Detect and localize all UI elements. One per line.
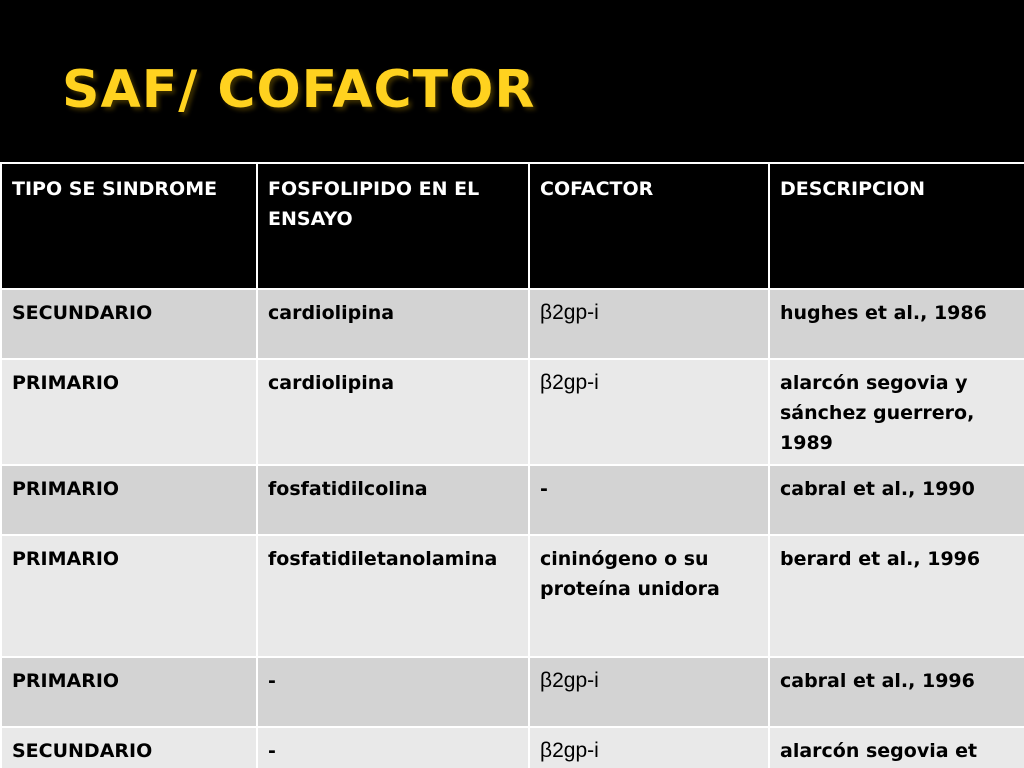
cell-tipo: SECUNDARIO	[1, 289, 257, 359]
header-tipo-sindrome: TIPO SE SINDROME	[1, 163, 257, 289]
header-fosfolipido: FOSFOLIPIDO EN EL ENSAYO	[257, 163, 529, 289]
cell-cofactor: -	[529, 465, 769, 535]
cell-fosfolipido: fosfatidilcolina	[257, 465, 529, 535]
cofactor-table	[0, 162, 1024, 768]
table-row	[1, 465, 1024, 535]
cell-tipo: PRIMARIO	[1, 359, 257, 465]
cell-tipo: PRIMARIO	[1, 465, 257, 535]
cell-descripcion: alarcón segovia et	[769, 727, 1024, 768]
table-row	[1, 657, 1024, 727]
cell-fosfolipido: -	[257, 657, 529, 727]
table-row	[1, 289, 1024, 359]
table-row	[1, 727, 1024, 768]
cell-tipo: PRIMARIO	[1, 535, 257, 657]
cell-cofactor: β2gp-i	[529, 289, 769, 359]
cell-descripcion: alarcón segovia y sánchez guerrero, 1989	[769, 359, 1024, 465]
header-cofactor: COFACTOR	[529, 163, 769, 289]
cell-descripcion: hughes et al., 1986	[769, 289, 1024, 359]
cell-fosfolipido: cardiolipina	[257, 289, 529, 359]
cell-descripcion: cabral et al., 1996	[769, 657, 1024, 727]
table-header-row	[1, 163, 1024, 289]
cell-cofactor: β2gp-i	[529, 657, 769, 727]
cell-cofactor: β2gp-i	[529, 727, 769, 768]
cell-descripcion: cabral et al., 1990	[769, 465, 1024, 535]
cell-tipo: PRIMARIO	[1, 657, 257, 727]
cell-cofactor: cininógeno o su proteína unidora	[529, 535, 769, 657]
cell-fosfolipido: cardiolipina	[257, 359, 529, 465]
slide-title: SAF/ COFACTOR	[62, 60, 536, 120]
table-container	[0, 162, 1024, 768]
table-row	[1, 535, 1024, 657]
cell-descripcion: berard et al., 1996	[769, 535, 1024, 657]
cell-tipo: SECUNDARIO	[1, 727, 257, 768]
cell-fosfolipido: fosfatidiletanolamina	[257, 535, 529, 657]
cell-fosfolipido: -	[257, 727, 529, 768]
cell-cofactor: β2gp-i	[529, 359, 769, 465]
table-row	[1, 359, 1024, 465]
header-descripcion: DESCRIPCION	[769, 163, 1024, 289]
